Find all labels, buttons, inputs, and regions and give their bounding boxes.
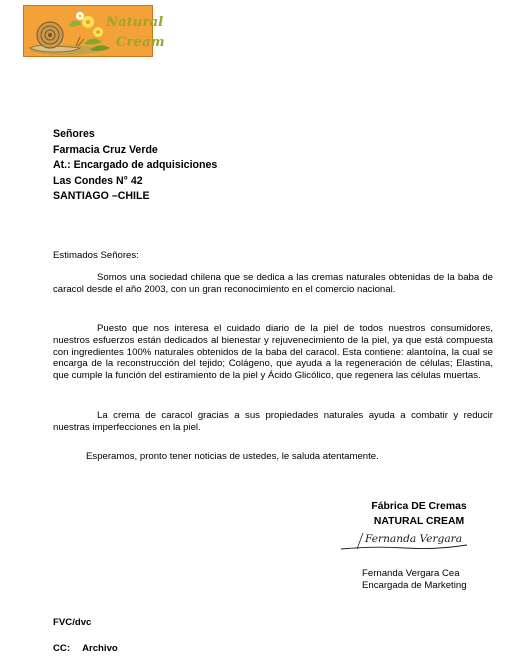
address-line-street: Las Condes N° 42 [53,174,143,187]
logo-text-cream: Cream [116,35,165,50]
cc-value: Archivo [82,643,118,654]
letter-paragraph-1: Somos una sociedad chilena que se dedica a las cremas naturales obtenidas de la baba de caracol desde el año 2003, con un gran reconocimiento en el comercio nacional. [53,272,493,295]
address-line-company: Farmacia Cruz Verde [53,143,158,156]
signature-company [360,499,478,529]
letter-paragraph-2: Puesto que nos interesa el cuidado diario de la piel de todos nuestros consumidores, nuestros esfuerzos están dedicados al bienestar y rejuvenecimiento de la piel, ya que está compuesta con ingredientes 100% naturales obtenidos de la baba del caracol. Esta contiene: alantoína, la cual se encarga de la reconstrucción del tejido; Colágeno, que ayuda a la regeneración de células; Elastina, que cumple la función del estiramiento de la piel y Ácido Glicólico, que regenera las células muertas. [53,323,493,382]
letter-paragraph-3: La crema de caracol gracias a sus propiedades naturales ayuda a combatir y reducir nuestras imperfecciones en la piel. [53,410,493,433]
cc-label: CC: [53,643,71,654]
recipient-address [53,127,217,205]
address-line-attention: At.: Encargado de adquisiciones [53,159,218,171]
signatory-block [362,568,467,592]
signature-company-line-1: Fábrica DE Cremas [371,501,467,512]
signatory-title: Encargada de Marketing [362,580,467,591]
carbon-copy [53,643,118,654]
signatory-name: Fernanda Vergara Cea [362,568,460,579]
reference-initials: FVC/dvc [53,617,92,628]
address-line-salutation: Señores [53,128,95,140]
letter-greeting: Estimados Señores: [53,250,139,261]
signature-company-line-2: NATURAL CREAM [373,516,465,527]
company-logo [23,5,165,57]
handwritten-signature: Fernanda Vergara [365,533,463,545]
logo-text-natural: Natural [106,15,164,30]
letter-closing: Esperamos, pronto tener noticias de ustedes, le saluda atentamente. [86,451,379,462]
address-line-city: SANTIAGO –CHILE [53,190,150,202]
